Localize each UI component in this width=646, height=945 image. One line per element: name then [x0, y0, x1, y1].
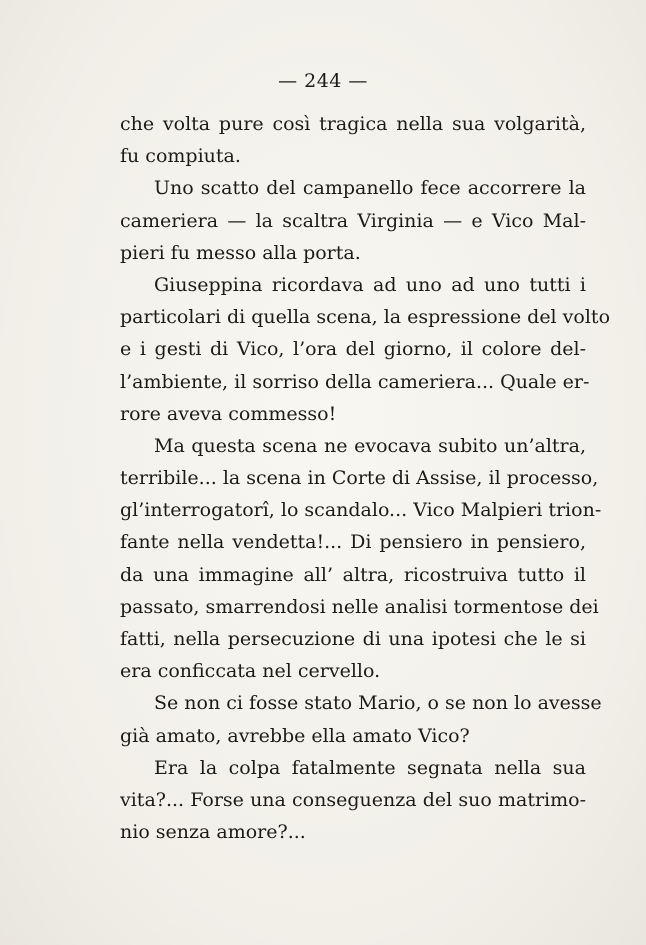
text-line: terribile... la scena in Corte di Assise, il processo, — [120, 467, 599, 490]
text-line: pieri fu messo alla porta. — [120, 241, 361, 264]
text-line: era conficcata nel cervello. — [120, 660, 381, 683]
text-line: rore aveva commesso! — [120, 402, 337, 425]
text-line: Ma questa scena ne evocava subito un’altra, — [154, 434, 586, 457]
text-line: nio senza amore?... — [120, 821, 306, 844]
text-line: già amato, avrebbe ella amato Vico? — [120, 724, 470, 747]
text-line: gl’interrogatorî, lo scandalo... Vico Malpieri trion- — [120, 499, 602, 522]
text-line: fatti, nella persecuzione di una ipotesi che le si — [120, 628, 586, 650]
text-line: che volta pure così tragica nella sua volgarità, — [120, 113, 586, 135]
page-number: — 244 — — [278, 70, 368, 92]
text-line: Giuseppina ricordava ad uno ad uno tutti i — [154, 273, 586, 296]
text-line: fante nella vendetta!... Di pensiero in pensiero, — [120, 531, 586, 554]
text-line: e i gesti di Vico, l’ora del giorno, il colore del- — [120, 338, 586, 361]
text-line: da una immagine all’ altra, ricostruiva tutto il — [120, 563, 586, 586]
text-line: Se non ci fosse stato Mario, o se non lo avesse — [154, 692, 602, 715]
text-line: particolari di quella scena, la espressione del volto — [120, 306, 611, 329]
text-line: passato, smarrendosi nelle analisi tormentose dei — [120, 595, 599, 618]
text-line: fu compiuta. — [120, 145, 241, 168]
text-line: l’ambiente, il sorriso della cameriera... Quale er- — [120, 370, 590, 393]
body-text — [120, 108, 611, 848]
text-line: vita?... Forse una conseguenza del suo matrimo- — [120, 788, 586, 811]
text-line: Uno scatto del campanello fece accorrere la — [154, 177, 586, 200]
text-line: cameriera — la scaltra Virginia — e Vico Mal- — [120, 209, 586, 232]
text-line: Era la colpa fatalmente segnata nella sua — [154, 756, 586, 779]
